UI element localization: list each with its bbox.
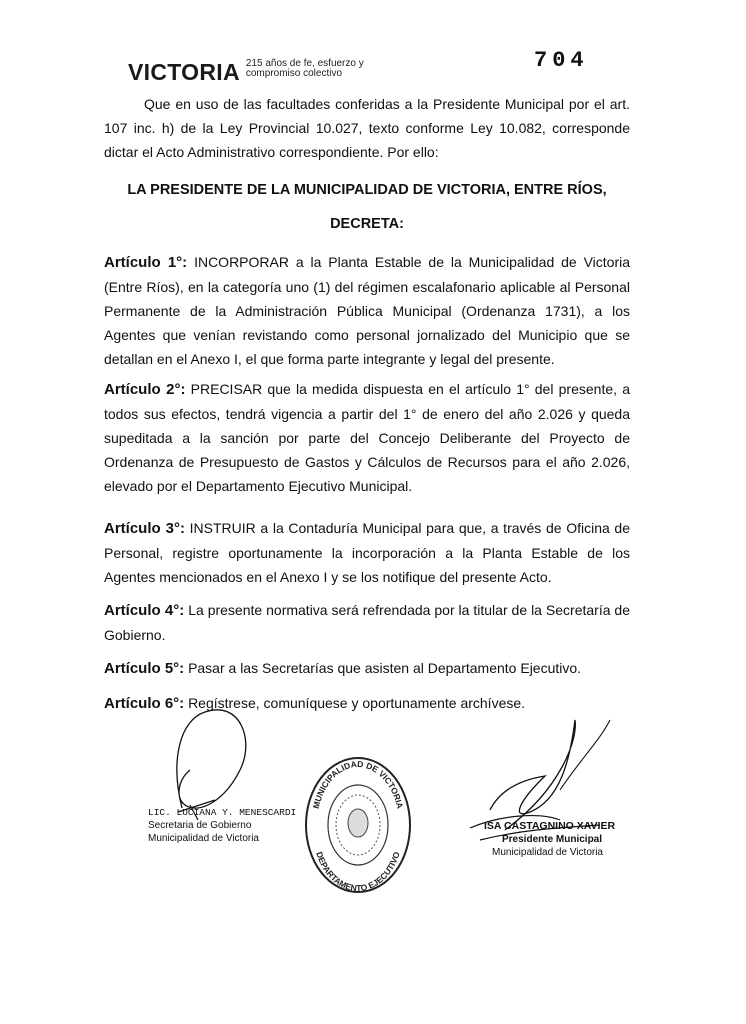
article-label: Artículo 2°:: [104, 381, 186, 398]
intro-paragraph: Que en uso de las facultades conferidas a la Presidente Municipal por el art. 107 inc. h) de la Ley Provincial 10.027, texto conforme Ley 10.082, corresponde dictar el Acto Administrativo correspondiente. Por ello:: [104, 96, 630, 160]
document-number: 704: [534, 48, 589, 73]
seal-text-top: MUNICIPALIDAD DE VICTORIA: [310, 758, 406, 810]
decree-subheading: DECRETA:: [330, 216, 404, 232]
article-label: Artículo 1°:: [104, 254, 188, 271]
article-label: Artículo 6°:: [104, 695, 185, 712]
logo-wordmark: VICTORIA: [128, 59, 240, 85]
article-text: INCORPORAR a la Planta Estable de la Municipalidad de Victoria (Entre Ríos), en la categoría uno (1) del régimen escalafonario aplicable al Personal Permanente de la Administración Pública Municipal (Ordenanza 1731), a los Agentes que venían revistando como personal jornalizado del Municipio que se detallan en el Anexo I, el que forma parte integrante y legal del presente.: [104, 254, 631, 367]
signer-role: Secretaria de Gobierno: [148, 820, 252, 831]
signer-role: Presidente Municipal: [502, 834, 603, 845]
article-text: Regístrese, comuníquese y oportunamente archívese.: [188, 695, 526, 711]
left-signature-stroke: [177, 710, 246, 808]
right-signature-stroke: [490, 720, 575, 830]
signer-name: LIC. LUCIANA Y. MENESCARDI: [148, 807, 297, 818]
signature-right: [484, 820, 644, 859]
logo-slogan: 215 años de fe, esfuerzo y compromiso colectivo: [245, 58, 364, 79]
signer-organization: Municipalidad de Victoria: [148, 833, 259, 844]
seal-text-bottom: DEPARTAMENTO EJECUTIVO: [314, 850, 402, 894]
decree-heading: LA PRESIDENTE DE LA MUNICIPALIDAD DE VICTORIA, ENTRE RÍOS,: [127, 182, 607, 198]
article-text: Pasar a las Secretarías que asisten al Departamento Ejecutivo.: [188, 660, 582, 676]
signer-name: ISA CASTAGNINO XAVIER: [484, 820, 616, 832]
article-text: PRECISAR que la medida dispuesta en el artículo 1° del presente, a todos sus efectos, tendrá vigencia a partir del 1° de enero del año 2.026 y queda supeditada a la sanción por parte del Concejo Deliberante del Proyecto de Ordenanza de Presupuesto de Gastos y Cálculos de Recursos para el año 2.026, elevado por el Departamento Ejecutivo Municipal.: [104, 381, 630, 494]
article-label: Artículo 3°:: [104, 520, 185, 537]
official-seal: [303, 755, 413, 895]
signature-left: [148, 806, 308, 845]
signer-organization: Municipalidad de Victoria: [492, 847, 603, 858]
article-label: Artículo 5°:: [104, 660, 185, 677]
article-text: La presente normativa será refrendada por la titular de la Secretaría de Gobierno.: [104, 602, 631, 643]
article-label: Artículo 4°:: [104, 602, 185, 619]
article-text: INSTRUIR a la Contaduría Municipal para que, a través de Oficina de Personal, registre oportunamente la incorporación a la Planta Estable de los Agentes mencionados en el Anexo I y se los notifique del presente Acto.: [104, 520, 631, 585]
